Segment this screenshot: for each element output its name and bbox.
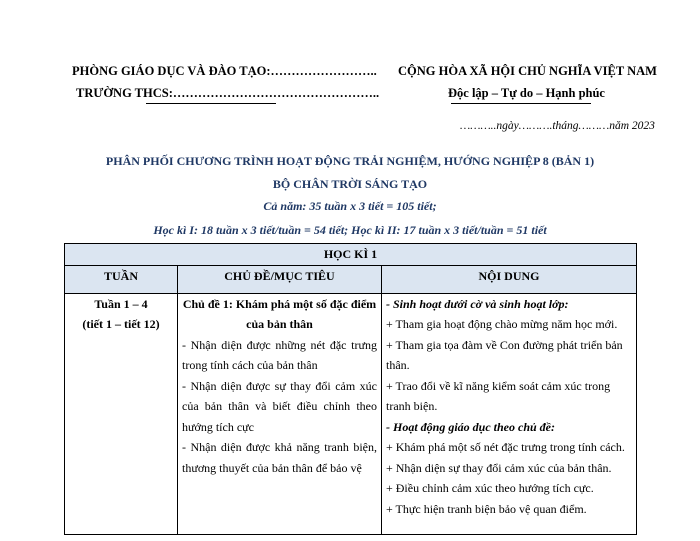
content-section-heading: - Hoạt động giáo dục theo chủ đề: bbox=[386, 419, 556, 434]
content-item: + Khám phá một số nét đặc trưng trong tính cách. bbox=[386, 440, 625, 454]
objective-item: - Nhận diện được khả năng tranh biện, thương thuyết của bản thân để bảo vệ bbox=[182, 440, 377, 475]
national-motto: Độc lập – Tự do – Hạnh phúc bbox=[448, 86, 605, 100]
school-line: TRƯỜNG THCS:………………………………………….. bbox=[76, 86, 380, 100]
table-row bbox=[65, 293, 637, 534]
header-underline-right bbox=[451, 103, 591, 104]
column-header-content: NỘI DUNG bbox=[382, 265, 637, 293]
column-header-topic: CHỦ ĐỀ/MỤC TIÊU bbox=[178, 265, 382, 293]
objective-item: - Nhận diện được sự thay đổi cảm xúc của bản thân và biết điều chỉnh theo hướng tích cực bbox=[182, 378, 377, 434]
content-item: + Tham gia hoạt động chào mừng năm học mới. bbox=[386, 317, 618, 331]
content-item: + Thực hiện tranh biện bảo vệ quan điểm. bbox=[386, 501, 587, 516]
content-section-heading: - Sinh hoạt dưới cờ và sinh hoạt lớp: bbox=[386, 296, 569, 311]
objective-item: - Nhận diện được những nét đặc trưng trong tính cách của bản thân bbox=[182, 337, 377, 372]
week-cell bbox=[65, 293, 178, 534]
semester-header-row bbox=[65, 244, 637, 266]
content-item: + Tham gia tọa đàm về Con đường phát triển bản thân. bbox=[386, 337, 623, 372]
content-cell bbox=[382, 293, 637, 534]
country-name: CỘNG HÒA XÃ HỘI CHỦ NGHĨA VIỆT NAM bbox=[398, 64, 657, 78]
topic-cell bbox=[178, 293, 382, 534]
date-line: ………..ngày……….tháng………năm 2023 bbox=[460, 120, 655, 132]
header-underline-left bbox=[146, 103, 276, 104]
department-line: PHÒNG GIÁO DỤC VÀ ĐÀO TẠO:…………………….. bbox=[72, 64, 377, 78]
topic-title: Chủ đề 1: Khám phá một số đặc điểm của bản thân bbox=[182, 296, 377, 331]
curriculum-table bbox=[64, 243, 637, 535]
semester-label: HỌC KÌ 1 bbox=[65, 244, 637, 266]
document-title: PHÂN PHỐI CHƯƠNG TRÌNH HOẠT ĐỘNG TRẢI NGHIỆM, HƯỚNG NGHIỆP 8 (BẢN 1) bbox=[105, 154, 595, 168]
week-range: Tuần 1 – 4 bbox=[94, 296, 148, 311]
content-item: + Trao đổi về kĩ năng kiểm soát cảm xúc trong tranh biện. bbox=[386, 378, 611, 413]
column-header-row bbox=[65, 265, 637, 293]
term-summary: Học kì I: 18 tuần x 3 tiết/tuần = 54 tiết; Học kì II: 17 tuần x 3 tiết/tuần = 51 tiết bbox=[153, 223, 547, 237]
year-summary: Cả năm: 35 tuần x 3 tiết = 105 tiết; bbox=[263, 199, 437, 213]
content-item: + Nhận diện sự thay đổi cảm xúc của bản thân. bbox=[386, 460, 612, 475]
content-item: + Điều chỉnh cảm xúc theo hướng tích cực. bbox=[386, 481, 594, 495]
column-header-week: TUẦN bbox=[65, 265, 178, 293]
period-range: (tiết 1 – tiết 12) bbox=[82, 317, 160, 331]
book-series-title: BỘ CHÂN TRỜI SÁNG TẠO bbox=[272, 177, 428, 191]
